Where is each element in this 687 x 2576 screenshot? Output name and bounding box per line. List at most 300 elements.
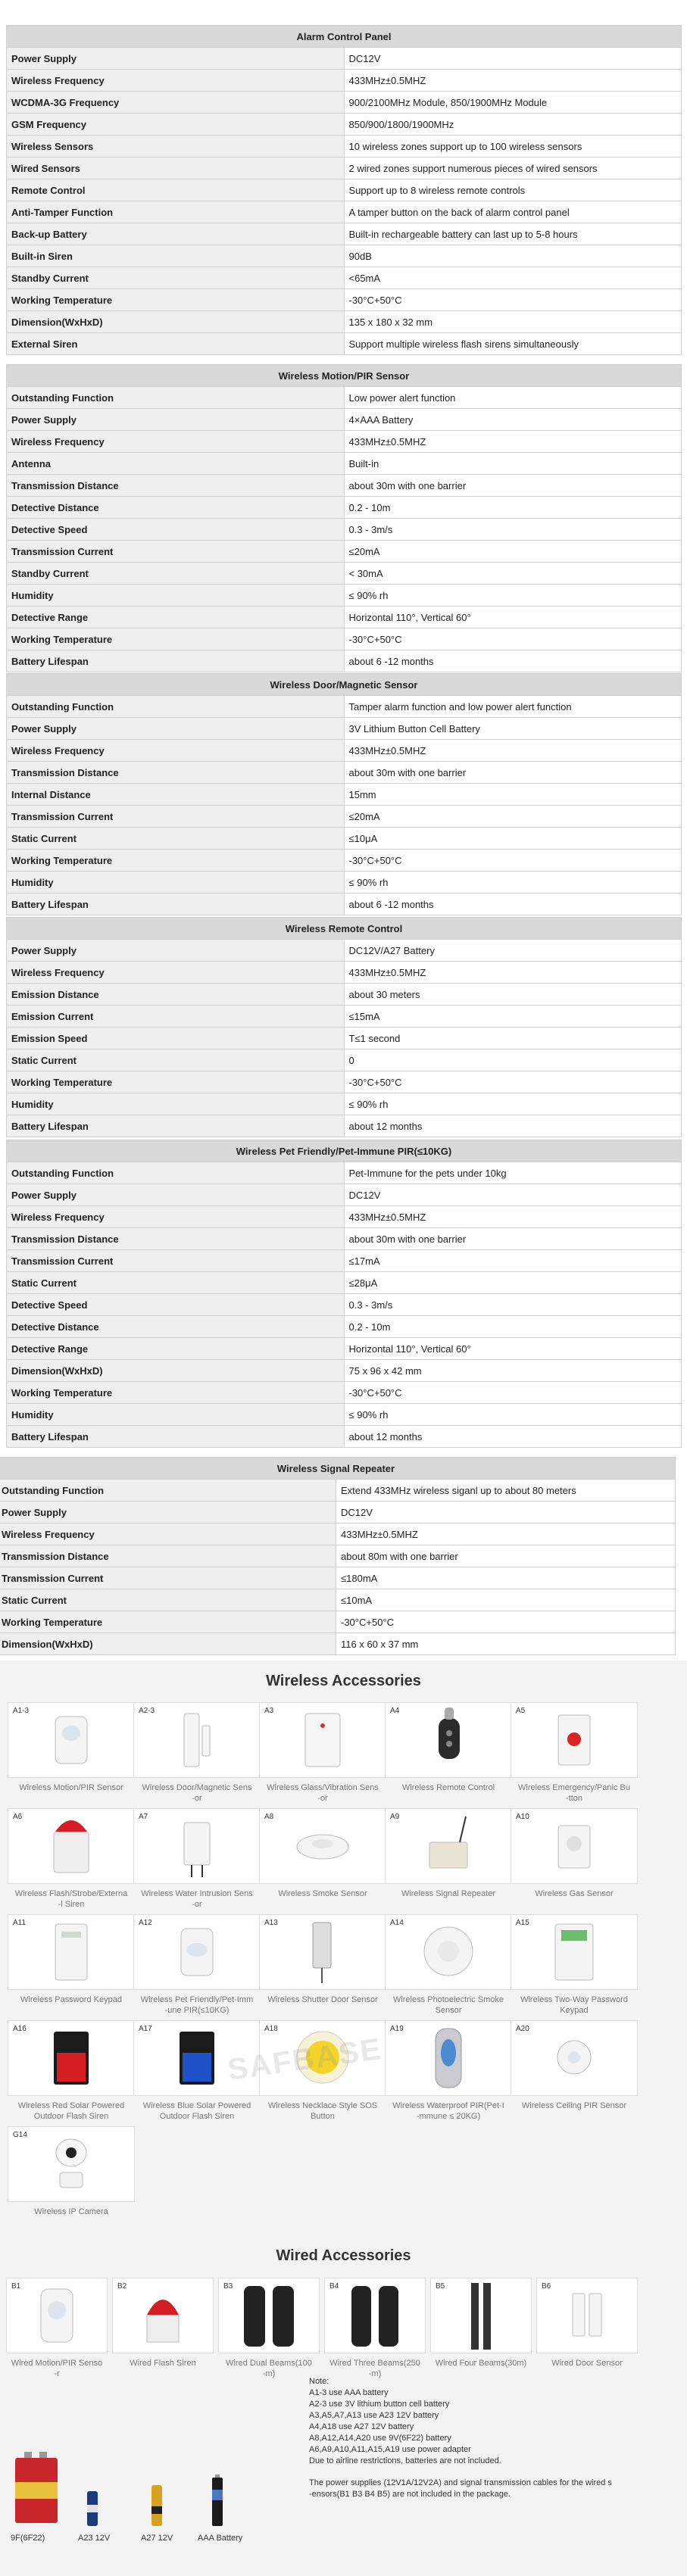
accessory-image bbox=[511, 1808, 638, 1884]
spec-row bbox=[7, 475, 682, 497]
spec-row bbox=[0, 1502, 676, 1523]
note-line: A4,A18 use A27 12V battery bbox=[309, 2422, 414, 2431]
spec-table-title: Wireless Remote Control bbox=[7, 918, 682, 940]
glass-sensor-icon bbox=[260, 1703, 386, 1777]
spec-value: Extend 433MHz wireless siganl up to about 80 meters bbox=[336, 1480, 676, 1502]
spec-value: about 80m with one barrier bbox=[336, 1545, 676, 1567]
accessory-code: B5 bbox=[436, 2282, 445, 2291]
spec-row bbox=[7, 541, 682, 563]
spec-row bbox=[7, 114, 682, 136]
accessory-image bbox=[430, 2278, 532, 2353]
note-line: A1-3 use AAA battery bbox=[309, 2388, 389, 2397]
accessory-caption: Wireless Gas Sensor bbox=[535, 1889, 614, 1898]
spec-row bbox=[7, 1006, 682, 1028]
spec-key: Working Temperature bbox=[7, 628, 345, 650]
spec-table-1 bbox=[6, 364, 682, 672]
accessory-image bbox=[259, 1702, 386, 1778]
battery-notes bbox=[309, 2376, 612, 2500]
spec-value: Built-in rechargeable battery can last up to 5-8 hours bbox=[344, 223, 682, 245]
accessory-card bbox=[218, 2278, 320, 2379]
spec-row bbox=[7, 1228, 682, 1250]
spec-key: Power Supply bbox=[7, 940, 345, 962]
wired-pir-icon bbox=[7, 2278, 107, 2353]
accessory-image bbox=[511, 1914, 638, 1990]
accessory-code: A2-3 bbox=[139, 1707, 155, 1715]
accessory-code: A19 bbox=[390, 2025, 404, 2033]
spec-key: Emission Speed bbox=[7, 1028, 345, 1049]
spec-value: ≤ 90% rh bbox=[344, 1404, 682, 1426]
spec-key: Transmission Current bbox=[0, 1567, 336, 1589]
accessory-card bbox=[536, 2278, 638, 2369]
accessory-code: B6 bbox=[542, 2282, 551, 2291]
accessory-code: B1 bbox=[11, 2282, 21, 2291]
spec-key: Transmission Current bbox=[7, 541, 345, 563]
spec-table-title: Alarm Control Panel bbox=[7, 26, 682, 48]
accessory-caption: Wired Flash Siren bbox=[130, 2359, 196, 2368]
spec-row bbox=[7, 409, 682, 431]
spec-key: Dimension(WxHxD) bbox=[7, 311, 345, 333]
spec-table-title: Wireless Pet Friendly/Pet-Immune PIR(≤10KG) bbox=[7, 1140, 682, 1162]
spec-key: Wireless Sensors bbox=[7, 136, 345, 157]
accessory-card bbox=[511, 1702, 638, 1804]
spec-value: Pet-Immune for the pets under 10kg bbox=[344, 1162, 682, 1184]
spec-row bbox=[7, 828, 682, 850]
spec-row bbox=[7, 1250, 682, 1272]
spec-value: 433MHz±0.5MHZ bbox=[344, 70, 682, 92]
accessory-image bbox=[8, 2126, 135, 2202]
spec-value: ≤ 90% rh bbox=[344, 1093, 682, 1115]
remote-control-icon bbox=[386, 1703, 511, 1777]
accessory-code: A18 bbox=[264, 2025, 278, 2033]
accessory-caption: Wired Four Beams(30m) bbox=[435, 2359, 527, 2368]
spec-key: Anti-Tamper Function bbox=[7, 201, 345, 223]
accessory-code: A8 bbox=[264, 1813, 274, 1821]
accessory-caption: Wireless Glass/Vibration Sens -or bbox=[267, 1783, 379, 1803]
spec-row bbox=[7, 179, 682, 201]
accessory-code: A5 bbox=[516, 1707, 526, 1715]
spec-value: ≤10mA bbox=[336, 1589, 676, 1611]
note-line: A3,A5,A7,A13 use A23 12V battery bbox=[309, 2411, 439, 2420]
accessory-code: A20 bbox=[516, 2025, 529, 2033]
spec-key: Humidity bbox=[7, 1404, 345, 1426]
spec-value: 0.2 - 10m bbox=[344, 497, 682, 519]
accessory-caption: Wired Three Beams(250 -m) bbox=[329, 2359, 420, 2378]
accessory-code: B4 bbox=[329, 2282, 339, 2291]
flash-siren-icon bbox=[8, 1809, 134, 1883]
spec-value: 433MHz±0.5MHZ bbox=[344, 740, 682, 762]
accessory-caption: Wireless Two-Way Password Keypad bbox=[520, 1995, 628, 2015]
battery-label: 9F(6F22) bbox=[11, 2534, 45, 2543]
spec-row bbox=[7, 1272, 682, 1294]
spec-key: Detective Distance bbox=[7, 1316, 345, 1338]
spec-row bbox=[7, 1360, 682, 1382]
accessory-caption: Wireless Emergency/Panic Bu -tton bbox=[518, 1783, 630, 1803]
spec-key: Emission Distance bbox=[7, 984, 345, 1006]
accessory-caption: Wireless Smoke Sensor bbox=[278, 1889, 367, 1898]
spec-value: DC12V bbox=[344, 48, 682, 70]
accessory-image bbox=[8, 2020, 135, 2096]
spec-row bbox=[7, 784, 682, 806]
accessory-code: B2 bbox=[117, 2282, 127, 2291]
spec-value: 116 x 60 x 37 mm bbox=[336, 1633, 676, 1655]
accessory-caption: Wireless Remote Control bbox=[401, 1783, 495, 1792]
spec-row bbox=[7, 1184, 682, 1206]
wired-door-icon bbox=[537, 2278, 637, 2353]
spec-key: Power Supply bbox=[7, 48, 345, 70]
spec-value: -30°C+50°C bbox=[344, 289, 682, 311]
accessory-caption: Wireless Red Solar Powered Outdoor Flash Siren bbox=[17, 2101, 125, 2121]
red-solar-siren-icon bbox=[8, 2021, 134, 2095]
spec-value: about 12 months bbox=[344, 1426, 682, 1448]
smoke-sensor-icon bbox=[260, 1809, 386, 1883]
accessory-caption: Wireless Door/Magnetic Sens -or bbox=[142, 1783, 252, 1803]
spec-row bbox=[0, 1611, 676, 1633]
spec-row bbox=[0, 1633, 676, 1655]
accessory-code: A11 bbox=[13, 1919, 27, 1927]
spec-row bbox=[7, 497, 682, 519]
accessory-code: A16 bbox=[13, 2025, 27, 2033]
spec-row bbox=[7, 201, 682, 223]
accessory-image bbox=[133, 1914, 261, 1990]
watermark: SAFBASE bbox=[225, 2032, 385, 2088]
accessory-image bbox=[385, 1914, 512, 1990]
spec-value: 0.2 - 10m bbox=[344, 1316, 682, 1338]
spec-value: Support up to 8 wireless remote controls bbox=[344, 179, 682, 201]
spec-key: Internal Distance bbox=[7, 784, 345, 806]
spec-value: Horizontal 110°, Vertical 60° bbox=[344, 1338, 682, 1360]
spec-value: ≤10μA bbox=[344, 828, 682, 850]
accessory-caption: Wired Door Sensor bbox=[551, 2359, 623, 2368]
four-beam-icon bbox=[431, 2278, 531, 2353]
keypad-icon bbox=[8, 1915, 134, 1989]
accessory-image bbox=[112, 2278, 214, 2353]
spec-value: Horizontal 110°, Vertical 60° bbox=[344, 607, 682, 628]
spec-value: <65mA bbox=[344, 267, 682, 289]
spec-value: ≤ 90% rh bbox=[344, 585, 682, 607]
accessory-caption: Wireless Signal Repeater bbox=[401, 1889, 496, 1898]
spec-value: ≤180mA bbox=[336, 1567, 676, 1589]
spec-value: 433MHz±0.5MHZ bbox=[344, 962, 682, 984]
spec-row bbox=[7, 431, 682, 453]
spec-key: Emission Current bbox=[7, 1006, 345, 1028]
accessory-caption: Wireless Flash/Strobe/Externa -l Siren bbox=[14, 1889, 128, 1909]
spec-value: DC12V/A27 Battery bbox=[344, 940, 682, 962]
accessory-card bbox=[8, 1702, 135, 1793]
spec-key: Detective Speed bbox=[7, 1294, 345, 1316]
spec-row bbox=[7, 519, 682, 541]
accessory-card bbox=[511, 1808, 638, 1899]
spec-key: Battery Lifespan bbox=[7, 1115, 345, 1137]
accessory-caption: Wireless Shutter Door Sensor bbox=[267, 1995, 378, 2004]
spec-key: Back-up Battery bbox=[7, 223, 345, 245]
accessory-card bbox=[8, 1808, 135, 1910]
spec-key: Static Current bbox=[0, 1589, 336, 1611]
spec-row bbox=[7, 718, 682, 740]
spec-row bbox=[0, 1589, 676, 1611]
accessory-code: A13 bbox=[264, 1919, 278, 1927]
battery-label: A27 12V bbox=[141, 2534, 173, 2543]
spec-value: 0 bbox=[344, 1049, 682, 1071]
spec-row bbox=[7, 940, 682, 962]
spec-value: about 30m with one barrier bbox=[344, 475, 682, 497]
spec-row bbox=[7, 267, 682, 289]
spec-key: Working Temperature bbox=[7, 289, 345, 311]
spec-key: Outstanding Function bbox=[7, 387, 345, 409]
spec-row bbox=[7, 1426, 682, 1448]
spec-value: 15mm bbox=[344, 784, 682, 806]
accessory-image bbox=[511, 2020, 638, 2096]
battery-label: AAA Battery bbox=[198, 2534, 243, 2543]
spec-row bbox=[7, 893, 682, 915]
spec-value: 10 wireless zones support up to 100 wireless sensors bbox=[344, 136, 682, 157]
spec-row bbox=[0, 1523, 676, 1545]
spec-row bbox=[7, 962, 682, 984]
spec-table-0 bbox=[6, 25, 682, 355]
accessory-caption: Wired Motion/PIR Senso -r bbox=[11, 2359, 103, 2378]
accessory-code: A9 bbox=[390, 1813, 400, 1821]
spec-key: Transmission Distance bbox=[7, 762, 345, 784]
accessory-code: A12 bbox=[139, 1919, 152, 1927]
spec-key: Power Supply bbox=[7, 1184, 345, 1206]
accessory-card bbox=[8, 1914, 135, 2005]
spec-row bbox=[7, 1071, 682, 1093]
note-line: A8,A12,A14,A20 use 9V(6F22) battery bbox=[309, 2434, 451, 2443]
accessory-image bbox=[6, 2278, 108, 2353]
pir-sensor-icon bbox=[8, 1703, 134, 1777]
spec-key: Built-in Siren bbox=[7, 245, 345, 267]
spec-row bbox=[7, 453, 682, 475]
spec-value: about 30m with one barrier bbox=[344, 1228, 682, 1250]
accessory-code: A1-3 bbox=[13, 1707, 30, 1715]
accessory-card bbox=[324, 2278, 426, 2379]
accessory-card bbox=[385, 2020, 512, 2122]
spec-table-title: Wireless Door/Magnetic Sensor bbox=[7, 674, 682, 696]
note-footer-line: The power supplies (12V1A/12V2A) and signal transmission cables for the wired s bbox=[309, 2478, 612, 2487]
accessory-caption: Wireless Pet Friendly/Pet-Imm -une PIR(≤10KG) bbox=[140, 1995, 254, 2015]
spec-key: Working Temperature bbox=[7, 850, 345, 872]
accessory-code: A3 bbox=[264, 1707, 274, 1715]
accessory-card bbox=[133, 1914, 261, 2016]
ceiling-pir-icon bbox=[511, 2021, 637, 2095]
spec-row bbox=[0, 1545, 676, 1567]
spec-key: Wired Sensors bbox=[7, 157, 345, 179]
accessory-image bbox=[8, 1702, 135, 1778]
spec-key: Transmission Current bbox=[7, 1250, 345, 1272]
spec-value: 433MHz±0.5MHZ bbox=[344, 1206, 682, 1228]
accessory-card bbox=[112, 2278, 214, 2369]
spec-key: Static Current bbox=[7, 1272, 345, 1294]
spec-value: about 6 -12 months bbox=[344, 650, 682, 672]
spec-value: DC12V bbox=[336, 1502, 676, 1523]
door-sensor-icon bbox=[134, 1703, 260, 1777]
accessory-caption: Wired Dual Beams(100 -m) bbox=[226, 2359, 312, 2378]
accessory-image bbox=[8, 1808, 135, 1884]
accessory-code: B3 bbox=[223, 2282, 233, 2291]
spec-row bbox=[7, 333, 682, 355]
spec-value: 0.3 - 3m/s bbox=[344, 519, 682, 541]
spec-key: External Siren bbox=[7, 333, 345, 355]
9v-battery-icon bbox=[14, 2452, 59, 2524]
accessory-code: A17 bbox=[139, 2025, 152, 2033]
spec-key: Static Current bbox=[7, 828, 345, 850]
note-line: Note: bbox=[309, 2377, 329, 2386]
spec-row bbox=[7, 762, 682, 784]
spec-key: GSM Frequency bbox=[7, 114, 345, 136]
spec-row bbox=[7, 70, 682, 92]
spec-row bbox=[7, 850, 682, 872]
accessory-card bbox=[385, 1702, 512, 1793]
shutter-sensor-icon bbox=[260, 1915, 386, 1989]
accessory-code: A7 bbox=[139, 1813, 148, 1821]
spec-key: Wireless Frequency bbox=[7, 962, 345, 984]
accessory-image bbox=[8, 1914, 135, 1990]
accessory-image bbox=[259, 1914, 386, 1990]
spec-value: Low power alert function bbox=[344, 387, 682, 409]
accessory-image bbox=[133, 1702, 261, 1778]
spec-row bbox=[7, 1316, 682, 1338]
spec-row bbox=[7, 1294, 682, 1316]
spec-row bbox=[0, 1567, 676, 1589]
accessory-image bbox=[385, 1808, 512, 1884]
note-line: Due to airline restrictions, batteries are not included. bbox=[309, 2456, 501, 2465]
spec-row bbox=[7, 223, 682, 245]
spec-row bbox=[7, 289, 682, 311]
spec-row bbox=[7, 585, 682, 607]
spec-row bbox=[7, 92, 682, 114]
spec-key: Power Supply bbox=[7, 718, 345, 740]
spec-row bbox=[7, 872, 682, 893]
spec-key: Wireless Frequency bbox=[7, 740, 345, 762]
spec-value: 850/900/1800/1900MHz bbox=[344, 114, 682, 136]
spec-key: Working Temperature bbox=[7, 1071, 345, 1093]
spec-value: -30°C+50°C bbox=[344, 628, 682, 650]
aaa-battery-icon bbox=[211, 2475, 224, 2528]
two-way-keypad-icon bbox=[511, 1915, 637, 1989]
spec-value: -30°C+50°C bbox=[344, 850, 682, 872]
accessory-card bbox=[133, 1808, 261, 1910]
batteries-illustration bbox=[6, 2422, 248, 2573]
wireless-accessories-section bbox=[0, 1661, 687, 2240]
spec-key: Standby Current bbox=[7, 267, 345, 289]
water-sensor-icon bbox=[134, 1809, 260, 1883]
spec-row bbox=[7, 1162, 682, 1184]
signal-repeater-icon bbox=[386, 1809, 511, 1883]
spec-row bbox=[7, 311, 682, 333]
spec-key: Transmission Distance bbox=[7, 1228, 345, 1250]
note-footer-line: -ensors(B1 B3 B4 B5) are not included in the package. bbox=[309, 2490, 511, 2499]
spec-key: Transmission Current bbox=[7, 806, 345, 828]
spec-value: -30°C+50°C bbox=[344, 1071, 682, 1093]
spec-row bbox=[7, 1049, 682, 1071]
spec-row bbox=[7, 48, 682, 70]
accessory-card bbox=[259, 1702, 386, 1804]
accessory-caption: Wireless Motion/PIR Sensor bbox=[19, 1783, 123, 1792]
spec-row bbox=[7, 1206, 682, 1228]
spec-value: < 30mA bbox=[344, 563, 682, 585]
accessory-caption: Wireless Ceiling PIR Sensor bbox=[521, 2101, 627, 2110]
spec-key: Transmission Distance bbox=[0, 1545, 336, 1567]
spec-value: ≤20mA bbox=[344, 806, 682, 828]
spec-value: 433MHz±0.5MHZ bbox=[344, 431, 682, 453]
spec-key: WCDMA-3G Frequency bbox=[7, 92, 345, 114]
spec-value: T≤1 second bbox=[344, 1028, 682, 1049]
spec-key: Wireless Frequency bbox=[7, 1206, 345, 1228]
spec-value: 135 x 180 x 32 mm bbox=[344, 311, 682, 333]
spec-value: about 30 meters bbox=[344, 984, 682, 1006]
spec-value: ≤15mA bbox=[344, 1006, 682, 1028]
wireless-accessories-title: Wireless Accessories bbox=[266, 1673, 421, 1689]
waterproof-pir-icon bbox=[386, 2021, 511, 2095]
spec-row bbox=[7, 696, 682, 718]
spec-row bbox=[7, 1338, 682, 1360]
spec-key: Detective Range bbox=[7, 607, 345, 628]
ip-camera-icon bbox=[8, 2127, 134, 2201]
accessory-caption: Wireless Photoelectric Smoke Sensor bbox=[392, 1995, 504, 2015]
spec-row bbox=[7, 628, 682, 650]
photo-smoke-icon bbox=[386, 1915, 511, 1989]
accessory-code: A10 bbox=[516, 1813, 529, 1821]
accessory-image bbox=[511, 1702, 638, 1778]
accessory-card bbox=[385, 1808, 512, 1899]
spec-key: Humidity bbox=[7, 872, 345, 893]
accessory-card bbox=[8, 2020, 135, 2122]
spec-key: Outstanding Function bbox=[7, 696, 345, 718]
spec-value: 75 x 96 x 42 mm bbox=[344, 1360, 682, 1382]
spec-row bbox=[7, 1382, 682, 1404]
spec-key: Humidity bbox=[7, 1093, 345, 1115]
spec-value: ≤28μA bbox=[344, 1272, 682, 1294]
spec-key: Wireless Frequency bbox=[7, 70, 345, 92]
spec-row bbox=[7, 650, 682, 672]
accessory-card bbox=[259, 1808, 386, 1899]
spec-row bbox=[7, 387, 682, 409]
spec-value: A tamper button on the back of alarm control panel bbox=[344, 201, 682, 223]
spec-key: Dimension(WxHxD) bbox=[7, 1360, 345, 1382]
panic-button-icon bbox=[511, 1703, 637, 1777]
accessory-code: A4 bbox=[390, 1707, 400, 1715]
spec-key: Wireless Frequency bbox=[0, 1523, 336, 1545]
spec-key: Remote Control bbox=[7, 179, 345, 201]
spec-row bbox=[7, 136, 682, 157]
accessory-card bbox=[8, 2126, 135, 2217]
accessory-card bbox=[430, 2278, 532, 2369]
spec-key: Transmission Distance bbox=[7, 475, 345, 497]
spec-value: 0.3 - 3m/s bbox=[344, 1294, 682, 1316]
accessory-caption: Wireless Password Keypad bbox=[20, 1995, 122, 2004]
spec-row bbox=[7, 1093, 682, 1115]
spec-value: -30°C+50°C bbox=[336, 1611, 676, 1633]
spec-value: 433MHz±0.5MHZ bbox=[336, 1523, 676, 1545]
accessory-caption: Wireless Water Intrusion Sens -or bbox=[141, 1889, 253, 1909]
wired-accessories-section bbox=[0, 2240, 687, 2576]
accessory-caption: Wireless IP Camera bbox=[34, 2207, 108, 2216]
note-line: A6,A9,A10,A11,A15,A19 use power adapter bbox=[309, 2445, 471, 2454]
spec-value: -30°C+50°C bbox=[344, 1382, 682, 1404]
spec-value: 900/2100MHz Module, 850/1900MHz Module bbox=[344, 92, 682, 114]
spec-value: ≤20mA bbox=[344, 541, 682, 563]
accessory-code: A6 bbox=[13, 1813, 23, 1821]
spec-row bbox=[7, 740, 682, 762]
a27-battery-icon bbox=[150, 2484, 164, 2528]
spec-table-4 bbox=[6, 1140, 682, 1448]
spec-value: about 12 months bbox=[344, 1115, 682, 1137]
pet-pir-icon bbox=[134, 1915, 260, 1989]
accessory-card bbox=[259, 1914, 386, 2005]
spec-key: Dimension(WxHxD) bbox=[0, 1633, 336, 1655]
accessory-image bbox=[259, 1808, 386, 1884]
accessory-caption: Wireless Blue Solar Powered Outdoor Flash Siren bbox=[142, 2101, 251, 2121]
accessory-card bbox=[511, 1914, 638, 2016]
